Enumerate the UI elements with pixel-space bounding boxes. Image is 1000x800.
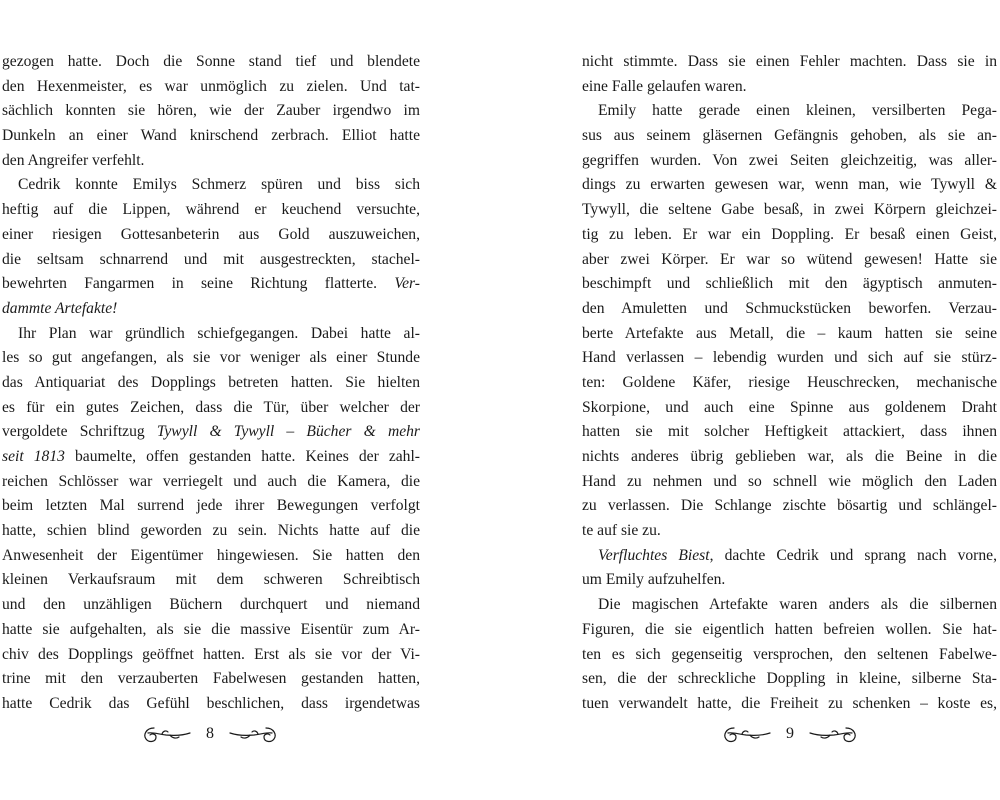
text-line — [582, 519, 997, 544]
text-segment: Skorpione, und auch eine Spinne aus goldenem Draht — [582, 398, 997, 416]
text-line — [2, 618, 420, 643]
text-line — [582, 470, 997, 495]
text-line — [2, 371, 420, 396]
text-segment: reichen Schlösser war verriegelt und auch die Kamera, die — [2, 472, 420, 490]
text-line — [2, 272, 420, 297]
text-segment: hatten sie mit solcher Heftigkeit attackiert, dass ihnen — [582, 423, 997, 441]
text-segment: den Hexenmeister, es war unmöglich zu zielen. Und tat- — [2, 77, 420, 95]
text-line — [582, 692, 997, 717]
italic-text: seit 1813 — [2, 448, 65, 465]
text-line — [582, 593, 997, 618]
text-segment: trine mit den verzauberten Fabelwesen gestanden hatten, — [2, 670, 420, 688]
text-line — [582, 248, 997, 273]
text-line — [2, 124, 420, 149]
text-line — [582, 198, 997, 223]
text-line — [2, 198, 420, 223]
text-segment: Figuren, die sie eigentlich hatten befreien wollen. Sie hat- — [582, 620, 997, 638]
text-line — [582, 544, 997, 569]
text-segment: es für ein gutes Zeichen, dass die Tür, über welcher der — [2, 398, 420, 416]
text-line — [2, 396, 420, 421]
text-segment: die seltsam schnarrend und mit ausgestreckten, stachel- — [2, 250, 420, 268]
text-line — [582, 173, 997, 198]
text-line — [2, 593, 420, 618]
text-segment: beim letzten Mal surrend jede ihrer Bewegungen verfolgt — [2, 497, 420, 515]
text-line — [2, 75, 420, 100]
text-segment: einer riesigen Gottesanbeterin aus Gold auszuweichen, — [2, 225, 420, 243]
text-segment: gegriffen wurden. Von zwei Seiten gleichzeitig, was aller- — [582, 151, 997, 169]
text-line — [582, 149, 997, 174]
italic-text: Verfluchtes Biest — [598, 546, 710, 564]
text-line — [2, 470, 420, 495]
flourish-left-icon — [720, 723, 772, 745]
text-line — [582, 371, 997, 396]
text-segment: nicht stimmte. Dass sie einen Fehler machten. Dass sie in — [582, 53, 997, 70]
text-segment: Cedrik konnte Emilys Schmerz spüren und biss sich — [18, 176, 420, 194]
text-line — [582, 322, 997, 347]
text-segment: hatte sie aufgehalten, als sie die massive Eisentür zum Ar- — [2, 620, 420, 638]
text-line — [2, 223, 420, 248]
page-number-right: 9 — [786, 725, 794, 742]
text-segment: Dunkeln an einer Wand knirschend zerbrach. Elliot hatte — [2, 127, 420, 145]
text-segment: kleinen Verkaufsraum mit dem schweren Schreibtisch — [2, 571, 420, 589]
text-segment: gezogen hatte. Doch die Sonne stand tief und blendete — [2, 53, 420, 70]
text-line — [2, 149, 420, 174]
flourish-right-icon — [808, 723, 860, 745]
text-segment: ten: Goldene Käfer, riesige Heuschrecken, mechanische — [582, 373, 997, 391]
text-line — [582, 223, 997, 248]
text-line — [582, 618, 997, 643]
text-line — [582, 50, 997, 75]
left-page-text — [2, 50, 420, 717]
text-segment: ten es sich gegenseitig versprochen, den seltenen Fabelwe- — [582, 645, 997, 663]
text-segment: sus aus seinem gläsernen Gefängnis gehoben, als sie an- — [582, 127, 997, 145]
text-segment: te auf sie zu. — [582, 522, 661, 540]
text-segment: nichts anderes übrig geblieben war, als die Beine in die — [582, 448, 997, 465]
text-segment: beschimpft und schließlich mit den ägyptisch anmuten- — [582, 275, 997, 293]
text-line — [2, 346, 420, 371]
text-line — [2, 50, 420, 75]
text-line — [2, 667, 420, 692]
text-line — [2, 173, 420, 198]
text-segment: hatte Cedrik das Gefühl beschlichen, dass irgendetwas — [2, 694, 420, 712]
italic-text: Tywyll & Tywyll – Bücher & mehr — [156, 423, 420, 441]
text-segment: aber zwei Körper. Er war so wütend gewesen! Hatte sie — [582, 250, 997, 268]
text-line — [582, 75, 997, 100]
text-line — [582, 297, 997, 322]
text-line — [2, 519, 420, 544]
text-segment: baumelte, offen gestanden hatte. Keines der zahl- — [64, 448, 420, 465]
text-segment: Ihr Plan war gründlich schiefgegangen. Dabei hatte al- — [18, 324, 420, 342]
text-segment: heftig auf die Lippen, während er keuchend versuchte, — [2, 201, 420, 219]
text-segment: bewehrten Fangarmen in seine Richtung flatterte. — [2, 275, 395, 293]
text-segment: zu verlassen. Die Schlange zischte bösartig und schlängel- — [582, 497, 997, 515]
text-segment: sen, die der schreckliche Doppling in kleine, silberne Sta- — [582, 670, 997, 688]
text-segment: , dachte Cedrik und sprang nach vorne, — [709, 546, 997, 564]
text-segment: Hand zu nehmen und so schnell wie möglich den Laden — [582, 472, 997, 490]
text-segment: Hand verlassen – lebendig wurden und sich auf sie stürz- — [582, 349, 997, 367]
text-line — [2, 494, 420, 519]
flourish-left-icon — [140, 723, 192, 745]
text-segment: Anwesenheit der Eigentümer hingewiesen. Sie hatten den — [2, 546, 420, 564]
flourish-right-icon — [228, 723, 280, 745]
text-line — [582, 643, 997, 668]
text-segment: tig zu leben. Er war ein Doppling. Er besaß einen Geist, — [582, 225, 997, 243]
text-segment: sächlich konnten sie hören, wie der Zauber irgendwo im — [2, 102, 420, 120]
text-line — [582, 420, 997, 445]
text-segment: Emily hatte gerade einen kleinen, versilberten Pega- — [598, 102, 997, 120]
text-line — [2, 99, 420, 124]
text-segment: um Emily aufzuhelfen. — [582, 571, 726, 589]
text-line — [2, 692, 420, 717]
italic-text: Ver- — [394, 275, 420, 293]
text-line — [2, 322, 420, 347]
text-segment: den Angreifer verfehlt. — [2, 151, 145, 169]
text-line — [582, 272, 997, 297]
text-line — [2, 568, 420, 593]
text-line — [582, 124, 997, 149]
text-line — [582, 568, 997, 593]
text-line — [582, 99, 997, 124]
text-line — [2, 445, 420, 470]
text-line — [582, 346, 997, 371]
text-segment: den Amuletten und Schmuckstücken beworfen. Verzau- — [582, 299, 997, 317]
text-line — [2, 643, 420, 668]
italic-text: dammte Artefakte! — [2, 299, 118, 317]
text-line — [582, 445, 997, 470]
text-segment: chiv des Dopplings geöffnet hatten. Erst als sie vor der Vi- — [2, 645, 420, 663]
right-page-footer — [720, 717, 860, 751]
text-line — [2, 297, 420, 322]
text-segment: das Antiquariat des Dopplings betreten hatten. Sie hielten — [2, 373, 420, 391]
text-line — [2, 544, 420, 569]
text-line — [582, 667, 997, 692]
text-segment: hatte, schien blind geworden zu sein. Nichts hatte auf die — [2, 522, 420, 540]
text-segment: eine Falle gelaufen waren. — [582, 77, 747, 95]
text-line — [2, 420, 420, 445]
text-line — [2, 248, 420, 273]
right-page-text — [582, 50, 997, 717]
page-number-left: 8 — [206, 725, 214, 742]
text-segment: und den unzähligen Büchern durchquert und niemand — [2, 596, 420, 614]
text-segment: vergoldete Schriftzug — [2, 423, 157, 441]
text-line — [582, 396, 997, 421]
left-page-footer — [140, 717, 280, 751]
text-segment: les so gut angefangen, als sie vor weniger als einer Stunde — [2, 349, 420, 367]
text-segment: Die magischen Artefakte waren anders als die silbernen — [598, 596, 997, 614]
text-segment: dings zu erwarten gewesen war, wenn man, wie Tywyll & — [582, 176, 997, 194]
text-segment: Tywyll, die seltene Gabe besaß, in zwei Körpern gleichzei- — [582, 201, 997, 219]
text-segment: berte Artefakte aus Metall, die – kaum hatten sie seine — [582, 324, 997, 342]
text-line — [582, 494, 997, 519]
text-segment: tuen verwandelt hatte, die Freiheit zu schenken – koste es, — [582, 694, 997, 712]
